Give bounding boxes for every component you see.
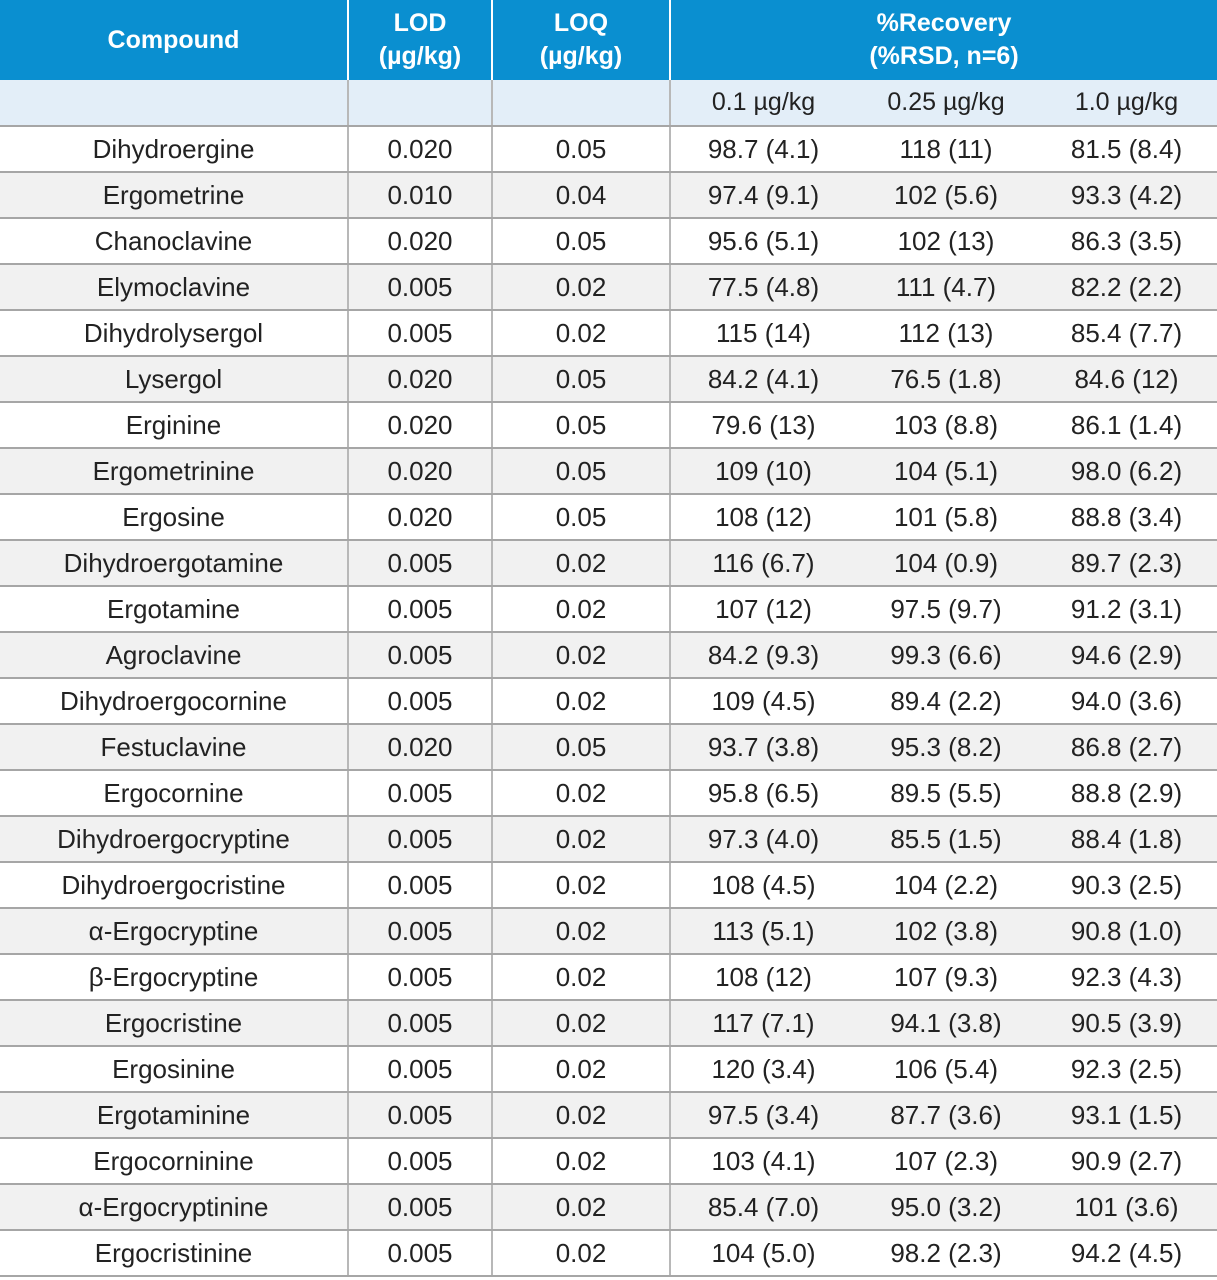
cell-lod: 0.005 [348, 264, 492, 310]
cell-compound: Ergocristine [0, 1000, 348, 1046]
header-recovery-unit: (%RSD, n=6) [869, 42, 1019, 70]
cell-lod: 0.010 [348, 172, 492, 218]
cell-lod: 0.005 [348, 1230, 492, 1276]
cell-recovery-1-0: 93.1 (1.5) [1036, 1092, 1217, 1138]
cell-compound: Dihydrolysergol [0, 310, 348, 356]
cell-lod: 0.005 [348, 770, 492, 816]
cell-compound: Ergocristinine [0, 1230, 348, 1276]
cell-compound: Ergotamine [0, 586, 348, 632]
cell-loq: 0.02 [492, 1046, 670, 1092]
cell-loq: 0.02 [492, 908, 670, 954]
table-row [0, 310, 1217, 356]
header-recovery-label: %Recovery [876, 9, 1012, 37]
subheader-level-2: 0.25 µg/kg [856, 80, 1036, 126]
cell-lod: 0.020 [348, 126, 492, 172]
subheader-level-1: 0.1 µg/kg [670, 80, 856, 126]
table-row [0, 1230, 1217, 1276]
table-row [0, 172, 1217, 218]
cell-lod: 0.005 [348, 678, 492, 724]
cell-loq: 0.02 [492, 1092, 670, 1138]
cell-recovery-0-25: 106 (5.4) [856, 1046, 1036, 1092]
table-row [0, 218, 1217, 264]
cell-recovery-1-0: 90.9 (2.7) [1036, 1138, 1217, 1184]
cell-loq: 0.05 [492, 126, 670, 172]
cell-recovery-0-1: 93.7 (3.8) [670, 724, 856, 770]
cell-recovery-0-1: 97.4 (9.1) [670, 172, 856, 218]
cell-recovery-1-0: 88.8 (3.4) [1036, 494, 1217, 540]
cell-loq: 0.02 [492, 264, 670, 310]
cell-recovery-1-0: 93.3 (4.2) [1036, 172, 1217, 218]
cell-recovery-0-1: 95.8 (6.5) [670, 770, 856, 816]
cell-compound: Ergotaminine [0, 1092, 348, 1138]
cell-recovery-0-25: 118 (11) [856, 126, 1036, 172]
cell-recovery-0-1: 107 (12) [670, 586, 856, 632]
cell-lod: 0.005 [348, 1138, 492, 1184]
cell-recovery-0-1: 97.3 (4.0) [670, 816, 856, 862]
cell-compound: Dihydroergocristine [0, 862, 348, 908]
cell-compound: Ergocorninine [0, 1138, 348, 1184]
cell-recovery-0-25: 95.0 (3.2) [856, 1184, 1036, 1230]
cell-loq: 0.02 [492, 1230, 670, 1276]
cell-loq: 0.02 [492, 678, 670, 724]
table-row [0, 356, 1217, 402]
cell-recovery-0-25: 104 (5.1) [856, 448, 1036, 494]
cell-lod: 0.020 [348, 402, 492, 448]
cell-lod: 0.005 [348, 1184, 492, 1230]
cell-recovery-1-0: 88.4 (1.8) [1036, 816, 1217, 862]
table-row [0, 402, 1217, 448]
cell-recovery-0-25: 101 (5.8) [856, 494, 1036, 540]
cell-recovery-1-0: 92.3 (2.5) [1036, 1046, 1217, 1092]
cell-recovery-0-25: 107 (2.3) [856, 1138, 1036, 1184]
cell-compound: Ergosinine [0, 1046, 348, 1092]
cell-recovery-0-25: 94.1 (3.8) [856, 1000, 1036, 1046]
cell-lod: 0.005 [348, 632, 492, 678]
cell-loq: 0.05 [492, 402, 670, 448]
cell-lod: 0.020 [348, 218, 492, 264]
subheader-compound [0, 80, 348, 126]
header-row [0, 0, 1217, 80]
cell-recovery-1-0: 94.2 (4.5) [1036, 1230, 1217, 1276]
cell-loq: 0.02 [492, 1138, 670, 1184]
cell-recovery-1-0: 82.2 (2.2) [1036, 264, 1217, 310]
cell-recovery-1-0: 86.8 (2.7) [1036, 724, 1217, 770]
header-loq-label: LOQ [553, 9, 609, 37]
cell-compound: α-Ergocryptine [0, 908, 348, 954]
cell-compound: Chanoclavine [0, 218, 348, 264]
cell-recovery-0-25: 102 (5.6) [856, 172, 1036, 218]
table-body [0, 126, 1217, 1276]
cell-lod: 0.005 [348, 1000, 492, 1046]
cell-lod: 0.005 [348, 540, 492, 586]
cell-recovery-1-0: 101 (3.6) [1036, 1184, 1217, 1230]
cell-recovery-0-1: 116 (6.7) [670, 540, 856, 586]
header-lod [348, 0, 492, 80]
cell-recovery-0-1: 117 (7.1) [670, 1000, 856, 1046]
table-row [0, 586, 1217, 632]
table-row [0, 264, 1217, 310]
cell-recovery-0-1: 109 (4.5) [670, 678, 856, 724]
cell-recovery-1-0: 90.3 (2.5) [1036, 862, 1217, 908]
cell-recovery-0-1: 113 (5.1) [670, 908, 856, 954]
table-row [0, 954, 1217, 1000]
cell-recovery-0-25: 103 (8.8) [856, 402, 1036, 448]
cell-recovery-1-0: 91.2 (3.1) [1036, 586, 1217, 632]
cell-recovery-1-0: 84.6 (12) [1036, 356, 1217, 402]
table-row [0, 448, 1217, 494]
cell-lod: 0.005 [348, 954, 492, 1000]
table-row [0, 862, 1217, 908]
cell-loq: 0.02 [492, 954, 670, 1000]
header-compound-label: Compound [107, 25, 240, 54]
cell-recovery-0-25: 89.5 (5.5) [856, 770, 1036, 816]
cell-loq: 0.05 [492, 356, 670, 402]
cell-recovery-1-0: 90.5 (3.9) [1036, 1000, 1217, 1046]
cell-recovery-1-0: 85.4 (7.7) [1036, 310, 1217, 356]
cell-recovery-0-25: 95.3 (8.2) [856, 724, 1036, 770]
cell-lod: 0.005 [348, 1046, 492, 1092]
cell-recovery-0-1: 104 (5.0) [670, 1230, 856, 1276]
cell-compound: Lysergol [0, 356, 348, 402]
table-row [0, 770, 1217, 816]
cell-loq: 0.05 [492, 494, 670, 540]
cell-recovery-1-0: 90.8 (1.0) [1036, 908, 1217, 954]
cell-lod: 0.020 [348, 356, 492, 402]
header-lod-label: LOD [393, 9, 447, 37]
cell-loq: 0.02 [492, 862, 670, 908]
cell-recovery-1-0: 86.1 (1.4) [1036, 402, 1217, 448]
cell-lod: 0.005 [348, 816, 492, 862]
cell-compound: Elymoclavine [0, 264, 348, 310]
cell-recovery-1-0: 94.6 (2.9) [1036, 632, 1217, 678]
cell-recovery-1-0: 88.8 (2.9) [1036, 770, 1217, 816]
table-row [0, 724, 1217, 770]
table-row [0, 494, 1217, 540]
cell-recovery-0-1: 108 (12) [670, 494, 856, 540]
cell-compound: Erginine [0, 402, 348, 448]
cell-recovery-0-1: 108 (12) [670, 954, 856, 1000]
cell-compound: Dihydroergine [0, 126, 348, 172]
cell-loq: 0.05 [492, 218, 670, 264]
table-row [0, 632, 1217, 678]
cell-recovery-0-1: 97.5 (3.4) [670, 1092, 856, 1138]
cell-recovery-0-25: 89.4 (2.2) [856, 678, 1036, 724]
table-row [0, 126, 1217, 172]
cell-compound: Ergometrine [0, 172, 348, 218]
cell-recovery-0-25: 102 (3.8) [856, 908, 1036, 954]
cell-recovery-1-0: 89.7 (2.3) [1036, 540, 1217, 586]
cell-recovery-0-1: 115 (14) [670, 310, 856, 356]
cell-recovery-0-25: 98.2 (2.3) [856, 1230, 1036, 1276]
header-lod-unit: (µg/kg) [378, 42, 462, 70]
cell-recovery-0-1: 84.2 (4.1) [670, 356, 856, 402]
table-row [0, 1184, 1217, 1230]
subheader-loq [492, 80, 670, 126]
cell-compound: Agroclavine [0, 632, 348, 678]
table-row [0, 1046, 1217, 1092]
cell-lod: 0.005 [348, 908, 492, 954]
cell-loq: 0.02 [492, 1184, 670, 1230]
table-row [0, 1138, 1217, 1184]
cell-loq: 0.02 [492, 632, 670, 678]
cell-loq: 0.05 [492, 724, 670, 770]
cell-recovery-0-25: 85.5 (1.5) [856, 816, 1036, 862]
header-compound [0, 0, 348, 80]
table-row [0, 908, 1217, 954]
cell-lod: 0.005 [348, 310, 492, 356]
header-recovery [670, 0, 1217, 80]
cell-recovery-0-25: 111 (4.7) [856, 264, 1036, 310]
header-loq-unit: (µg/kg) [539, 42, 623, 70]
cell-recovery-0-25: 97.5 (9.7) [856, 586, 1036, 632]
cell-loq: 0.04 [492, 172, 670, 218]
cell-recovery-0-25: 99.3 (6.6) [856, 632, 1036, 678]
table-header [0, 0, 1217, 80]
cell-recovery-0-25: 87.7 (3.6) [856, 1092, 1036, 1138]
cell-compound: Ergocornine [0, 770, 348, 816]
cell-compound: Festuclavine [0, 724, 348, 770]
cell-recovery-0-25: 76.5 (1.8) [856, 356, 1036, 402]
table-row [0, 1092, 1217, 1138]
subheader-row [0, 80, 1217, 126]
cell-compound: β-Ergocryptine [0, 954, 348, 1000]
cell-loq: 0.05 [492, 448, 670, 494]
cell-compound: Ergometrinine [0, 448, 348, 494]
table-row [0, 1000, 1217, 1046]
cell-loq: 0.02 [492, 586, 670, 632]
cell-loq: 0.02 [492, 770, 670, 816]
cell-compound: α-Ergocryptinine [0, 1184, 348, 1230]
cell-recovery-0-1: 103 (4.1) [670, 1138, 856, 1184]
subheader-lod [348, 80, 492, 126]
cell-compound: Dihydroergocryptine [0, 816, 348, 862]
cell-loq: 0.02 [492, 816, 670, 862]
cell-recovery-1-0: 98.0 (6.2) [1036, 448, 1217, 494]
cell-recovery-1-0: 94.0 (3.6) [1036, 678, 1217, 724]
cell-recovery-0-25: 112 (13) [856, 310, 1036, 356]
cell-recovery-0-1: 79.6 (13) [670, 402, 856, 448]
cell-recovery-0-1: 95.6 (5.1) [670, 218, 856, 264]
cell-recovery-0-25: 107 (9.3) [856, 954, 1036, 1000]
subheader-level-3: 1.0 µg/kg [1036, 80, 1217, 126]
cell-loq: 0.02 [492, 1000, 670, 1046]
cell-recovery-0-1: 84.2 (9.3) [670, 632, 856, 678]
cell-recovery-0-1: 120 (3.4) [670, 1046, 856, 1092]
cell-recovery-1-0: 81.5 (8.4) [1036, 126, 1217, 172]
table-row [0, 540, 1217, 586]
cell-loq: 0.02 [492, 310, 670, 356]
table-row [0, 678, 1217, 724]
cell-recovery-0-25: 102 (13) [856, 218, 1036, 264]
cell-recovery-1-0: 92.3 (4.3) [1036, 954, 1217, 1000]
cell-recovery-0-1: 85.4 (7.0) [670, 1184, 856, 1230]
cell-lod: 0.020 [348, 724, 492, 770]
cell-recovery-1-0: 86.3 (3.5) [1036, 218, 1217, 264]
cell-recovery-0-1: 77.5 (4.8) [670, 264, 856, 310]
cell-recovery-0-25: 104 (0.9) [856, 540, 1036, 586]
table-row [0, 816, 1217, 862]
cell-compound: Dihydroergotamine [0, 540, 348, 586]
cell-lod: 0.005 [348, 862, 492, 908]
cell-compound: Dihydroergocornine [0, 678, 348, 724]
header-loq [492, 0, 670, 80]
cell-loq: 0.02 [492, 540, 670, 586]
subheader-body [0, 80, 1217, 126]
cell-lod: 0.005 [348, 1092, 492, 1138]
cell-recovery-0-1: 98.7 (4.1) [670, 126, 856, 172]
cell-recovery-0-1: 108 (4.5) [670, 862, 856, 908]
cell-compound: Ergosine [0, 494, 348, 540]
cell-lod: 0.005 [348, 586, 492, 632]
cell-recovery-0-25: 104 (2.2) [856, 862, 1036, 908]
cell-lod: 0.020 [348, 494, 492, 540]
cell-lod: 0.020 [348, 448, 492, 494]
cell-recovery-0-1: 109 (10) [670, 448, 856, 494]
